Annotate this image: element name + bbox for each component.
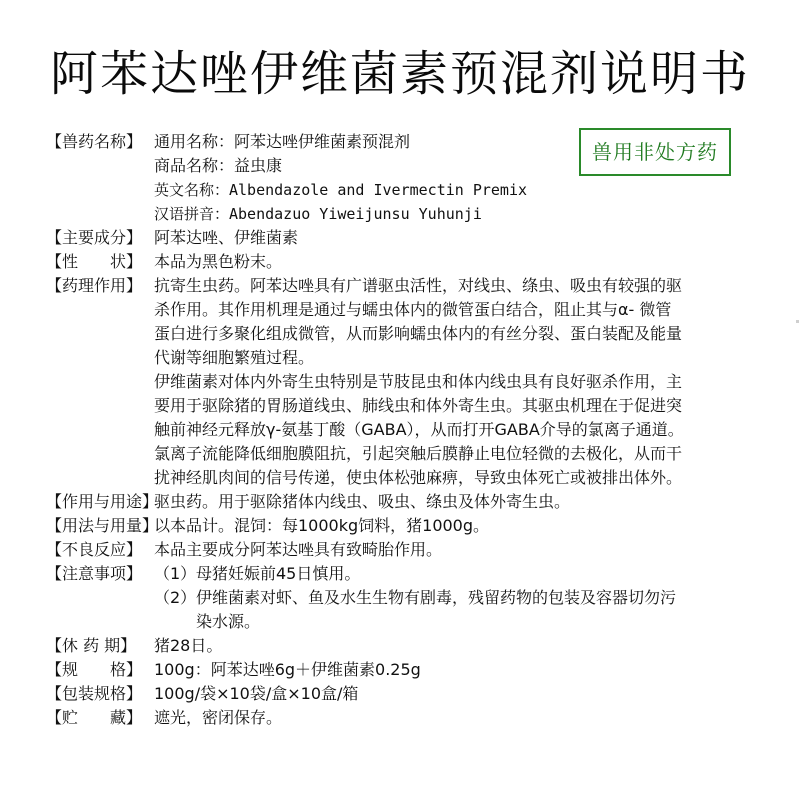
trade-name: 商品名称：益虫康 [154, 156, 283, 175]
content-dosage: 以本品计。混饲：每1000kg饲料，猪1000g。 [154, 516, 490, 535]
label-storage: 【贮 藏】 [46, 708, 143, 727]
pharmacology-line: 杀作用。其作用机理是通过与蠕虫体内的微管蛋白结合，阻止其与α- 微管 [154, 300, 672, 319]
content-drug-name [154, 130, 766, 226]
precaution-text [196, 586, 676, 634]
section-specification [46, 658, 766, 682]
label-withdrawal: 【休 药 期】 [46, 636, 137, 655]
pharmacology-line: 氯离子流能降低细胞膜阻抗，引起突触后膜静止电位轻微的去极化，从而干 [154, 444, 683, 463]
pharmacology-line: 蛋白进行多聚化组成微管，从而影响蠕虫体内的有丝分裂、蛋白装配及能量 [154, 324, 683, 343]
section-pharmacology [46, 274, 766, 490]
pinyin-name: 汉语拼音：Abendazuo Yiweijunsu Yuhunji [154, 205, 482, 223]
section-ingredients [46, 226, 766, 250]
content-packaging: 100g/袋×10袋/盒×10盒/箱 [154, 684, 359, 703]
pharmacology-line: 抗寄生虫药。阿苯达唑具有广谱驱虫活性，对线虫、绦虫、吸虫有较强的驱 [154, 276, 683, 295]
pharmacology-line: 伊维菌素对体内外寄生虫特别是节肢昆虫和体内线虫具有良好驱杀作用，主 [154, 372, 683, 391]
section-usage [46, 490, 766, 514]
content-usage: 驱虫药。用于驱除猪体内线虫、吸虫、绦虫及体外寄生虫。 [154, 492, 571, 511]
section-withdrawal [46, 634, 766, 658]
precaution-text [196, 562, 360, 586]
section-appearance [46, 250, 766, 274]
section-dosage [46, 514, 766, 538]
label-dosage: 【用法与用量】 [46, 516, 159, 535]
label-ingredients: 【主要成分】 [46, 228, 143, 247]
content-ingredients: 阿苯达唑、伊维菌素 [154, 228, 299, 247]
label-specification: 【规 格】 [46, 660, 143, 679]
section-storage [46, 706, 766, 730]
precaution-item [154, 562, 766, 586]
otc-badge: 兽用非处方药 [579, 128, 731, 176]
label-drug-name: 【兽药名称】 [46, 132, 143, 151]
precaution-number: （1） [154, 564, 197, 583]
precaution-line: 伊维菌素对虾、鱼及水生生物有剧毒，残留药物的包装及容器切勿污 [196, 588, 677, 607]
content-specification: 100g：阿苯达唑6g＋伊维菌素0.25g [154, 660, 421, 679]
section-precautions [46, 562, 766, 634]
section-drug-name [46, 130, 766, 226]
content-precautions [154, 562, 766, 634]
pharmacology-line: 要用于驱除猪的胃肠道线虫、肺线虫和体外寄生虫。其驱虫机理在于促进突 [154, 396, 683, 415]
section-packaging [46, 682, 766, 706]
generic-name: 通用名称：阿苯达唑伊维菌素预混剂 [154, 132, 411, 151]
label-precautions: 【注意事项】 [46, 564, 143, 583]
precaution-item [154, 586, 766, 634]
label-pharmacology: 【药理作用】 [46, 276, 143, 295]
content-storage: 遮光，密闭保存。 [154, 708, 283, 727]
content-withdrawal: 猪28日。 [154, 636, 223, 655]
pharmacology-line: 扰神经肌肉间的信号传递，使虫体松弛麻痹，导致虫体死亡或被排出体外。 [154, 468, 683, 487]
document-title: 阿苯达唑伊维菌素预混剂说明书 [49, 46, 750, 102]
precaution-line: 染水源。 [196, 612, 261, 631]
edge-speck [796, 320, 799, 323]
label-packaging: 【包装规格】 [46, 684, 143, 703]
label-usage: 【作用与用途】 [46, 492, 159, 511]
label-appearance: 【性 状】 [46, 252, 143, 271]
section-adverse [46, 538, 766, 562]
english-name: 英文名称：Albendazole and Ivermectin Premix [154, 181, 528, 199]
precaution-number: （2） [154, 588, 197, 607]
label-adverse: 【不良反应】 [46, 540, 143, 559]
precaution-line: 母猪妊娠前45日慎用。 [196, 564, 361, 583]
content-adverse: 本品主要成分阿苯达唑具有致畸胎作用。 [154, 540, 443, 559]
content-pharmacology [154, 274, 766, 490]
content-appearance: 本品为黑色粉末。 [154, 252, 283, 271]
pharmacology-line: 代谢等细胞繁殖过程。 [154, 348, 315, 367]
document-body [46, 130, 766, 730]
pharmacology-line: 触前神经元释放γ-氨基丁酸（GABA），从而打开GABA介导的氯离子通道。 [154, 420, 684, 439]
